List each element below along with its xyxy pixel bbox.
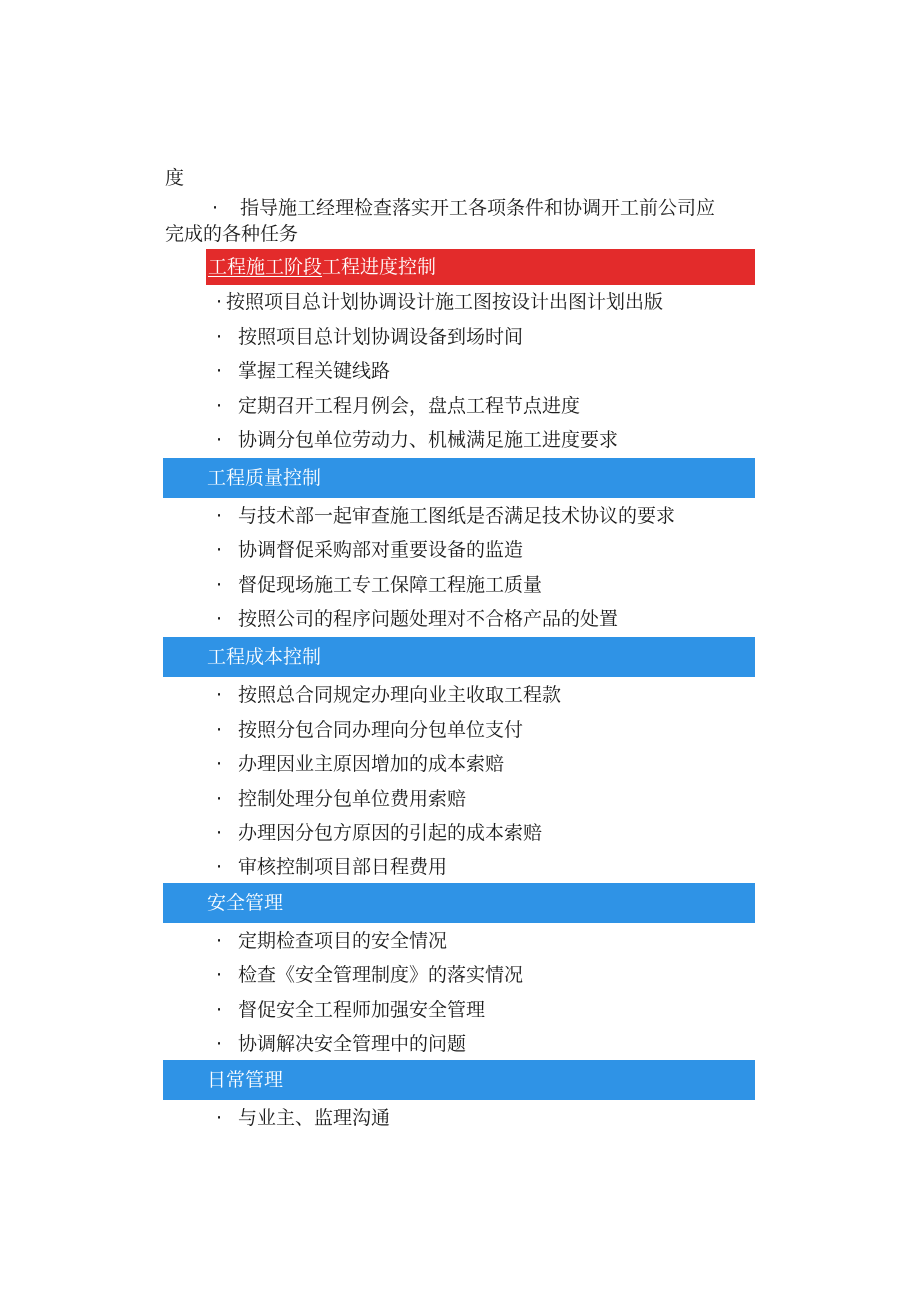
section-title: 工程质量控制 <box>207 467 322 489</box>
list-item-text: 按照项目总计划协调设备到场时间 <box>238 326 524 348</box>
bullet: · <box>215 684 223 706</box>
bullet: · <box>215 291 223 313</box>
list-item-text: 协调分包单位劳动力、机械满足施工进度要求 <box>238 429 619 451</box>
list-item-text: 督促现场施工专工保障工程施工质量 <box>238 574 543 596</box>
intro-bullet: · <box>212 197 219 219</box>
list-item-text: 控制处理分包单位费用索赔 <box>238 788 467 810</box>
bullet: · <box>215 753 223 775</box>
bullet: · <box>215 429 223 451</box>
section-heading-progress <box>206 249 755 285</box>
list-item-text: 与技术部一起审查施工图纸是否满足技术协议的要求 <box>238 505 676 527</box>
bullet: · <box>215 822 223 844</box>
section-heading-cost <box>163 637 755 677</box>
section-title-part1: 工程施工阶段 <box>208 256 323 278</box>
bullet: · <box>215 788 223 810</box>
list-item-text: 办理因分包方原因的引起的成本索赔 <box>238 822 543 844</box>
bullet: · <box>215 326 223 348</box>
bullet: · <box>215 505 223 527</box>
bullet: · <box>215 395 223 417</box>
bullet: · <box>215 574 223 596</box>
bullet: · <box>215 1033 223 1055</box>
list-item-text: 审核控制项目部日程费用 <box>238 856 448 878</box>
list-item-text: 与业主、监理沟通 <box>238 1107 391 1129</box>
list-item-text: 办理因业主原因增加的成本索赔 <box>238 753 505 775</box>
list-item-text: 定期检查项目的安全情况 <box>238 930 448 952</box>
list-item-text: 定期召开工程月例会，盘点工程节点进度 <box>238 395 581 417</box>
bullet: · <box>215 539 223 561</box>
section-title: 工程成本控制 <box>207 646 322 668</box>
bullet: · <box>215 360 223 382</box>
bullet: · <box>215 999 223 1021</box>
bullet: · <box>215 930 223 952</box>
section-title: 安全管理 <box>207 892 284 914</box>
list-item-text: 按照项目总计划协调设计施工图按设计出图计划出版 <box>226 291 664 313</box>
section-title <box>208 249 436 285</box>
bullet: · <box>215 856 223 878</box>
section-title: 日常管理 <box>207 1069 284 1091</box>
list-item-text: 按照总合同规定办理向业主收取工程款 <box>238 684 562 706</box>
list-item-text: 协调解决安全管理中的问题 <box>238 1033 467 1055</box>
list-item-text: 督促安全工程师加强安全管理 <box>238 999 486 1021</box>
section-title-part2: 工程进度控制 <box>322 256 437 278</box>
list-item-text: 按照公司的程序问题处理对不合格产品的处置 <box>238 608 619 630</box>
intro-line-2: 指导施工经理检查落实开工各项条件和协调开工前公司应 <box>240 197 716 219</box>
bullet: · <box>215 1107 223 1129</box>
section-heading-daily <box>163 1060 755 1100</box>
section-heading-quality <box>163 458 755 498</box>
intro-line-3: 完成的各种任务 <box>165 223 299 245</box>
intro-line-1: 度 <box>165 167 185 189</box>
list-item-text: 按照分包合同办理向分包单位支付 <box>238 719 524 741</box>
section-heading-safety <box>163 883 755 923</box>
bullet: · <box>215 719 223 741</box>
list-item-text: 协调督促采购部对重要设备的监造 <box>238 539 524 561</box>
list-item-text: 掌握工程关键线路 <box>238 360 391 382</box>
bullet: · <box>215 964 223 986</box>
list-item-text: 检查《安全管理制度》的落实情况 <box>238 964 524 986</box>
bullet: · <box>215 608 223 630</box>
